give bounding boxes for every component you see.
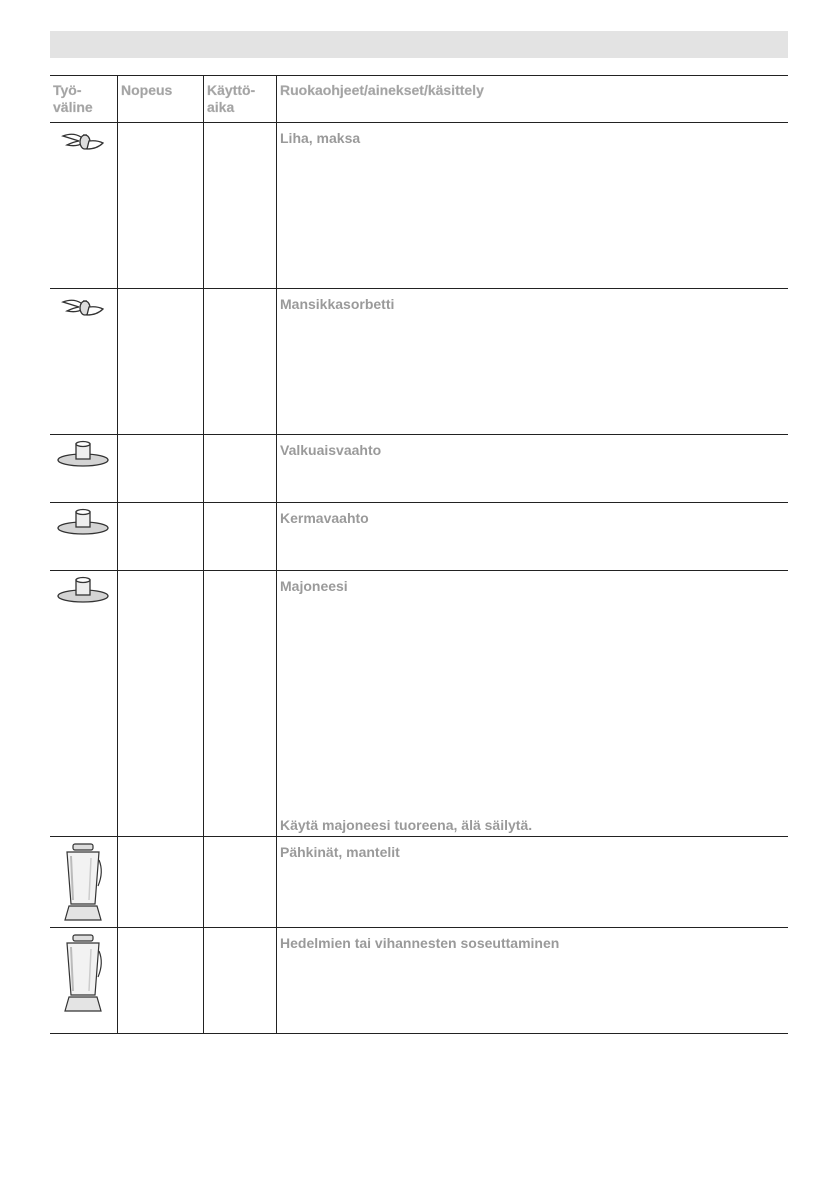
recipe-cell [276, 435, 789, 503]
table-row [50, 570, 788, 837]
table-row [50, 927, 788, 1034]
speed-cell [117, 928, 203, 1033]
whisk-disc-icon [50, 508, 116, 536]
recipe-cell [276, 571, 789, 837]
tool-cell [50, 837, 116, 928]
recipe-title: Pähkinät, mantelit [280, 844, 400, 860]
blender-jug-icon [50, 933, 116, 1015]
speed-cell [117, 837, 203, 928]
table-row [50, 502, 788, 571]
speed-cell [117, 435, 203, 503]
time-cell [203, 503, 276, 571]
blender-jug-icon [50, 842, 116, 924]
header-time-line1: Käyttö- [207, 82, 256, 98]
header-time-line2: aika [207, 99, 235, 115]
time-cell [203, 289, 276, 435]
header-speed: Nopeus [121, 82, 173, 98]
speed-cell [117, 289, 203, 435]
recipe-note: Käytä majoneesi tuoreena, älä säilytä. [280, 817, 533, 833]
header-tool-line2: väline [53, 99, 93, 115]
header-cell-time [203, 76, 276, 123]
tool-cell [50, 435, 116, 503]
speed-cell [117, 571, 203, 837]
recipe-title: Hedelmien tai vihannesten soseuttaminen [280, 935, 560, 951]
tool-cell [50, 928, 116, 1033]
header-recipe: Ruokaohjeet/ainekset/käsittely [280, 82, 484, 98]
header-cell-recipe [276, 76, 789, 123]
table-row [50, 836, 788, 928]
recipe-cell [276, 289, 789, 435]
table-row [50, 122, 788, 289]
header-tool-line1: Työ- [53, 82, 82, 98]
time-cell [203, 571, 276, 837]
header-cell-speed [117, 76, 203, 123]
recipe-title: Kermavaahto [280, 510, 369, 526]
time-cell [203, 123, 276, 289]
header-bar [50, 31, 788, 58]
time-cell [203, 435, 276, 503]
time-cell [203, 837, 276, 928]
recipe-title: Liha, maksa [280, 130, 361, 146]
recipe-title: Mansikkasorbetti [280, 296, 395, 312]
speed-cell [117, 503, 203, 571]
tool-cell [50, 571, 116, 837]
recipe-title: Valkuaisvaahto [280, 442, 382, 458]
table-header-row [50, 75, 788, 123]
recipe-cell [276, 503, 789, 571]
tool-cell [50, 123, 116, 289]
recipe-cell [276, 123, 789, 289]
whisk-disc-icon [50, 576, 116, 604]
time-cell [203, 928, 276, 1033]
recipe-cell [276, 928, 789, 1033]
table-row [50, 434, 788, 503]
blade-icon [50, 131, 116, 153]
tool-cell [50, 289, 116, 435]
header-cell-tool [50, 76, 116, 123]
tool-cell [50, 503, 116, 571]
speed-cell [117, 123, 203, 289]
blade-icon [50, 297, 116, 319]
recipe-cell [276, 837, 789, 928]
whisk-disc-icon [50, 440, 116, 468]
recipe-title: Majoneesi [280, 578, 348, 594]
table-row [50, 288, 788, 435]
